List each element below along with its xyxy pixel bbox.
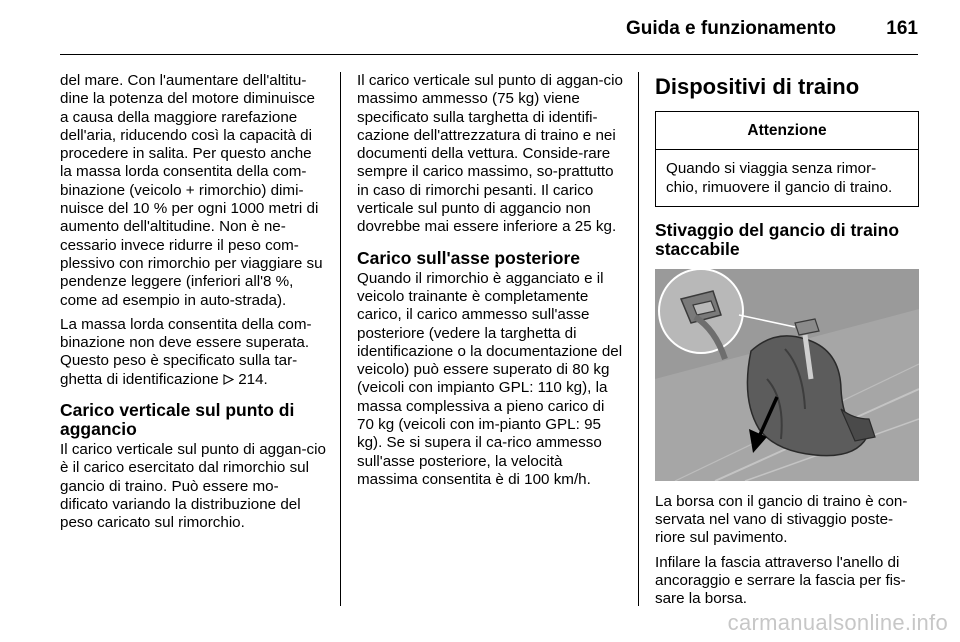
tow-hook-bag-illustration: [655, 269, 919, 481]
column-3: [655, 72, 919, 615]
watermark: carmanualsonline.info: [727, 610, 948, 635]
paragraph: del mare. Con l'aumentare dell'altitu-dine la potenza del motore diminuisce a causa della maggiore rarefazione dell'aria, riducendo così la capacità di procedere in salita. Per questo anche la massa lorda consentita della com-binazione (veicolo + rimorchio) dimi-nuisce del 10 % per ogni 1000 metri di aumento dell'altitudine. Non è ne-cessario invece ridurre il peso com-plessivo con rimorchio per viaggiare su pendenze leggere (inferiori all'8 %, come ad esempio in auto-strada).: [60, 72, 323, 309]
paragraph: [60, 316, 326, 389]
paragraph: La borsa con il gancio di traino è con-servata nel vano di stivaggio poste-riore sul pavimento.: [655, 492, 908, 547]
header-divider: [60, 54, 918, 55]
attention-text: Quando si viaggia senza rimor-chio, rimuovere il gancio di traino.: [666, 160, 893, 196]
column-1: [60, 72, 326, 539]
column-2: [357, 72, 623, 495]
paragraph-text: La massa lorda consentita della com-binazione non deve essere superata. Questo peso è specificato sulla tar-ghetta di identificazione: [60, 315, 312, 388]
page-reference-arrow-icon: [223, 374, 234, 385]
attention-title: Attenzione: [656, 112, 918, 150]
page-number: 161: [886, 18, 918, 39]
column-divider: [340, 72, 341, 606]
section-heading: Carico verticale sul punto di aggancio: [60, 400, 295, 440]
chapter-heading: Dispositivi di traino: [655, 74, 860, 99]
section-heading: Carico sull'asse posteriore: [357, 247, 581, 268]
page-header: [60, 14, 918, 48]
paragraph: Il carico verticale sul punto di aggan-cio è il carico esercitato dal rimorchio sul gancio di traino. Può essere mo-dificato variando la distribuzione del peso caricato sul rimorchio.: [60, 441, 326, 532]
page-reference: 214.: [238, 370, 268, 388]
attention-box: [655, 111, 919, 207]
paragraph: Quando il rimorchio è agganciato e il veicolo trainante è completamente carico, il carico ammesso sull'asse posteriore (vedere la targhetta di identificazione o la documentazione del veicolo) può essere superato di 80 kg (veicoli con impianto GPL: 110 kg), la massa complessiva a pieno carico di 70 kg (veicoli con im-pianto GPL: 95 kg). Se si supera il ca-rico ammesso sull'asse posteriore, la velocità massima consentita è di 100 km/h.: [357, 269, 623, 488]
paragraph: Il carico verticale sul punto di aggan-cio massimo ammesso (75 kg) viene specificato sulla targhetta di identifi-cazione dell'attrezzatura di traino e nei documenti della vettura. Conside-rare sempre il carico massimo, so-prattutto in caso di rimorchi pesanti. Il carico verticale sul punto di aggancio non dovrebbe mai essere inferiore a 25 kg.: [357, 72, 623, 236]
column-divider: [638, 72, 639, 606]
paragraph: Infilare la fascia attraverso l'anello di ancoraggio e serrare la fascia per fis-sare la borsa.: [655, 553, 906, 608]
section-heading: Stivaggio del gancio di traino staccabile: [655, 219, 900, 259]
chapter-title: Guida e funzionamento: [625, 18, 836, 39]
